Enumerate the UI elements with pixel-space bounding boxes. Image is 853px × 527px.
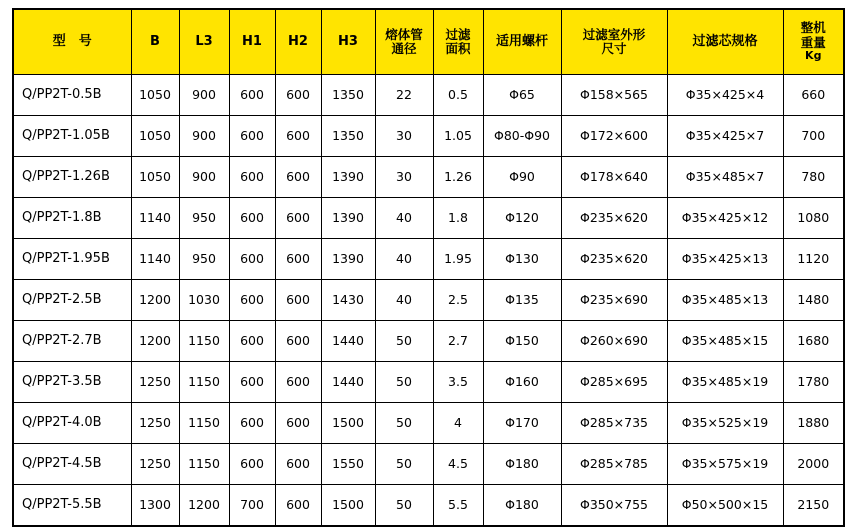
data-cell: 1200 xyxy=(131,280,179,321)
model-cell: Q/PP2T-4.0B xyxy=(13,403,131,444)
table-header xyxy=(13,9,844,75)
data-cell: 1250 xyxy=(131,444,179,485)
data-cell: 700 xyxy=(783,116,844,157)
data-cell: 600 xyxy=(275,75,321,116)
column-header-7 xyxy=(433,9,483,75)
data-cell: Φ180 xyxy=(483,485,561,527)
data-cell: 50 xyxy=(375,403,433,444)
data-cell: 50 xyxy=(375,444,433,485)
data-cell: Φ158×565 xyxy=(561,75,667,116)
data-cell: 1430 xyxy=(321,280,375,321)
data-cell: 600 xyxy=(275,321,321,362)
specification-table xyxy=(12,8,845,527)
data-cell: 1390 xyxy=(321,198,375,239)
data-cell: Φ35×425×7 xyxy=(667,116,783,157)
data-cell: 600 xyxy=(275,403,321,444)
data-cell: Φ285×735 xyxy=(561,403,667,444)
data-cell: 2000 xyxy=(783,444,844,485)
data-cell: 30 xyxy=(375,116,433,157)
table-row xyxy=(13,362,844,403)
data-cell: 1080 xyxy=(783,198,844,239)
model-cell: Q/PP2T-1.26B xyxy=(13,157,131,198)
column-header-line: 重量 xyxy=(800,34,826,50)
column-header-line: H2 xyxy=(288,33,308,49)
data-cell: Φ35×425×4 xyxy=(667,75,783,116)
data-cell: 2.7 xyxy=(433,321,483,362)
data-cell: Φ35×575×19 xyxy=(667,444,783,485)
data-cell: Φ170 xyxy=(483,403,561,444)
data-cell: Φ35×425×12 xyxy=(667,198,783,239)
data-cell: Φ260×690 xyxy=(561,321,667,362)
column-header-line: 型 号 xyxy=(52,33,92,49)
column-header-8 xyxy=(483,9,561,75)
model-cell: Q/PP2T-5.5B xyxy=(13,485,131,527)
data-cell: 1.26 xyxy=(433,157,483,198)
data-cell: 1150 xyxy=(179,321,229,362)
data-cell: 0.5 xyxy=(433,75,483,116)
data-cell: 900 xyxy=(179,116,229,157)
data-cell: 1350 xyxy=(321,116,375,157)
data-cell: 1500 xyxy=(321,485,375,527)
data-cell: Φ50×500×15 xyxy=(667,485,783,527)
data-cell: 2150 xyxy=(783,485,844,527)
column-header-9 xyxy=(561,9,667,75)
data-cell: Φ120 xyxy=(483,198,561,239)
data-cell: 1480 xyxy=(783,280,844,321)
data-cell: 600 xyxy=(229,403,275,444)
column-header-5 xyxy=(321,9,375,75)
data-cell: 1030 xyxy=(179,280,229,321)
data-cell: 1.05 xyxy=(433,116,483,157)
table-row xyxy=(13,198,844,239)
column-header-10 xyxy=(667,9,783,75)
data-cell: Φ35×485×7 xyxy=(667,157,783,198)
data-cell: 1350 xyxy=(321,75,375,116)
column-header-line: L3 xyxy=(195,33,213,49)
table-header-row xyxy=(13,9,844,75)
data-cell: 1250 xyxy=(131,362,179,403)
data-cell: Φ180 xyxy=(483,444,561,485)
data-cell: Φ35×525×19 xyxy=(667,403,783,444)
data-cell: Φ135 xyxy=(483,280,561,321)
data-cell: 600 xyxy=(275,116,321,157)
data-cell: 660 xyxy=(783,75,844,116)
column-header-6 xyxy=(375,9,433,75)
data-cell: Φ35×485×15 xyxy=(667,321,783,362)
data-cell: Φ150 xyxy=(483,321,561,362)
model-cell: Q/PP2T-1.8B xyxy=(13,198,131,239)
data-cell: Φ35×425×13 xyxy=(667,239,783,280)
model-cell: Q/PP2T-2.7B xyxy=(13,321,131,362)
data-cell: 2.5 xyxy=(433,280,483,321)
table-row xyxy=(13,321,844,362)
data-cell: 1550 xyxy=(321,444,375,485)
data-cell: Φ80-Φ90 xyxy=(483,116,561,157)
table-row xyxy=(13,157,844,198)
table-row xyxy=(13,75,844,116)
data-cell: 30 xyxy=(375,157,433,198)
table-body xyxy=(13,75,844,527)
data-cell: 50 xyxy=(375,485,433,527)
data-cell: 950 xyxy=(179,198,229,239)
data-cell: 1440 xyxy=(321,321,375,362)
data-cell: 50 xyxy=(375,321,433,362)
data-cell: Φ160 xyxy=(483,362,561,403)
data-cell: Φ172×600 xyxy=(561,116,667,157)
column-header-line: 尺寸 xyxy=(601,41,627,56)
data-cell: Φ178×640 xyxy=(561,157,667,198)
data-cell: 900 xyxy=(179,157,229,198)
data-cell: 50 xyxy=(375,362,433,403)
data-cell: 3.5 xyxy=(433,362,483,403)
table-row xyxy=(13,116,844,157)
model-cell: Q/PP2T-0.5B xyxy=(13,75,131,116)
data-cell: 40 xyxy=(375,280,433,321)
data-cell: 600 xyxy=(275,485,321,527)
data-cell: 1500 xyxy=(321,403,375,444)
table-row xyxy=(13,444,844,485)
data-cell: 1050 xyxy=(131,157,179,198)
data-cell: Φ35×485×19 xyxy=(667,362,783,403)
data-cell: Φ235×690 xyxy=(561,280,667,321)
data-cell: 4 xyxy=(433,403,483,444)
data-cell: 40 xyxy=(375,198,433,239)
column-header-2 xyxy=(179,9,229,75)
data-cell: 1140 xyxy=(131,239,179,280)
data-cell: 600 xyxy=(229,362,275,403)
data-cell: 1.8 xyxy=(433,198,483,239)
data-cell: 600 xyxy=(275,157,321,198)
column-header-11 xyxy=(783,9,844,75)
data-cell: 1120 xyxy=(783,239,844,280)
data-cell: Φ285×785 xyxy=(561,444,667,485)
data-cell: 22 xyxy=(375,75,433,116)
data-cell: 1050 xyxy=(131,75,179,116)
table-row xyxy=(13,239,844,280)
model-cell: Q/PP2T-2.5B xyxy=(13,280,131,321)
data-cell: 1390 xyxy=(321,157,375,198)
table-row xyxy=(13,403,844,444)
data-cell: 4.5 xyxy=(433,444,483,485)
data-cell: 600 xyxy=(229,280,275,321)
data-cell: 1250 xyxy=(131,403,179,444)
data-cell: Φ235×620 xyxy=(561,198,667,239)
data-cell: Φ90 xyxy=(483,157,561,198)
data-cell: Φ350×755 xyxy=(561,485,667,527)
data-cell: Φ235×620 xyxy=(561,239,667,280)
data-cell: 1.95 xyxy=(433,239,483,280)
column-header-line: 面积 xyxy=(445,41,471,56)
table-row xyxy=(13,280,844,321)
model-cell: Q/PP2T-1.05B xyxy=(13,116,131,157)
column-header-line: H1 xyxy=(242,33,262,49)
data-cell: Φ65 xyxy=(483,75,561,116)
data-cell: Φ130 xyxy=(483,239,561,280)
data-cell: 600 xyxy=(275,444,321,485)
column-header-line: 过滤室外形 xyxy=(582,26,646,42)
column-header-0 xyxy=(13,9,131,75)
column-header-line: 整机 xyxy=(800,20,826,36)
column-header-line: 熔体管 xyxy=(385,26,423,42)
column-header-line: 通径 xyxy=(391,41,417,56)
column-header-3 xyxy=(229,9,275,75)
column-header-line: B xyxy=(150,33,160,49)
data-cell: 600 xyxy=(275,280,321,321)
data-cell: 700 xyxy=(229,485,275,527)
model-cell: Q/PP2T-1.95B xyxy=(13,239,131,280)
data-cell: 600 xyxy=(229,116,275,157)
data-cell: 5.5 xyxy=(433,485,483,527)
column-header-line: 过滤芯规格 xyxy=(692,33,758,49)
column-header-line: 过滤 xyxy=(445,26,471,42)
data-cell: Φ35×485×13 xyxy=(667,280,783,321)
data-cell: 600 xyxy=(275,239,321,280)
data-cell: 1300 xyxy=(131,485,179,527)
data-cell: 600 xyxy=(229,239,275,280)
column-header-line: Kg xyxy=(805,49,822,63)
data-cell: 600 xyxy=(229,444,275,485)
data-cell: 1140 xyxy=(131,198,179,239)
column-header-1 xyxy=(131,9,179,75)
data-cell: 600 xyxy=(229,157,275,198)
data-cell: 900 xyxy=(179,75,229,116)
model-cell: Q/PP2T-3.5B xyxy=(13,362,131,403)
data-cell: 1880 xyxy=(783,403,844,444)
data-cell: 950 xyxy=(179,239,229,280)
data-cell: 1200 xyxy=(179,485,229,527)
data-cell: 1680 xyxy=(783,321,844,362)
table-row xyxy=(13,485,844,527)
data-cell: 600 xyxy=(275,362,321,403)
column-header-line: H3 xyxy=(338,33,358,49)
data-cell: 40 xyxy=(375,239,433,280)
data-cell: 1390 xyxy=(321,239,375,280)
data-cell: 600 xyxy=(229,198,275,239)
column-header-line: 适用螺杆 xyxy=(495,33,548,49)
column-header-4 xyxy=(275,9,321,75)
data-cell: 780 xyxy=(783,157,844,198)
model-cell: Q/PP2T-4.5B xyxy=(13,444,131,485)
data-cell: 1150 xyxy=(179,403,229,444)
data-cell: 600 xyxy=(229,321,275,362)
data-cell: 1200 xyxy=(131,321,179,362)
data-cell: Φ285×695 xyxy=(561,362,667,403)
data-cell: 1150 xyxy=(179,444,229,485)
data-cell: 1050 xyxy=(131,116,179,157)
data-cell: 1780 xyxy=(783,362,844,403)
data-cell: 600 xyxy=(229,75,275,116)
data-cell: 600 xyxy=(275,198,321,239)
data-cell: 1150 xyxy=(179,362,229,403)
data-cell: 1440 xyxy=(321,362,375,403)
